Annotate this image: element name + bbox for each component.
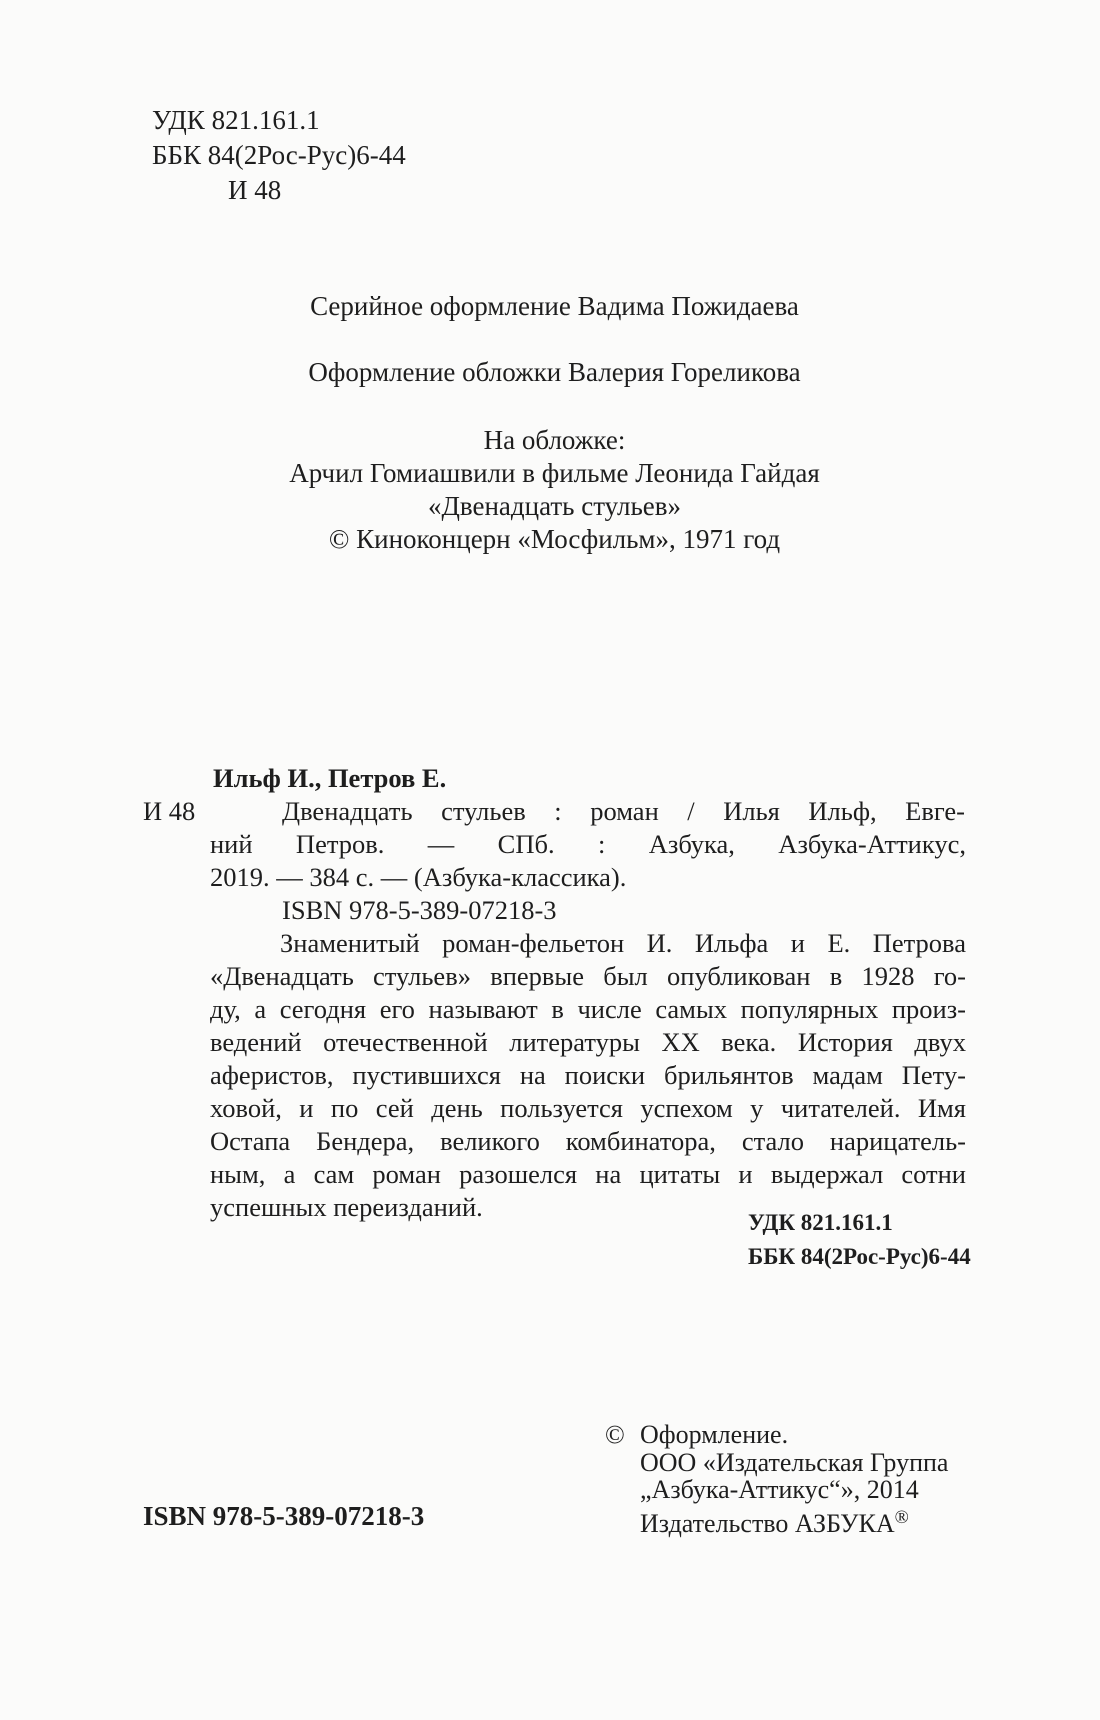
annotation-line: ным, а сам роман разошелся на цитаты и выдержал сотни — [210, 1159, 966, 1189]
series-design-credit: Серийное оформление Вадима Пожидаева — [310, 291, 799, 321]
annotation-line: Знаменитый роман-фельетон И. Ильфа и Е. Петрова — [280, 928, 966, 958]
copyright-icon: © — [605, 1420, 625, 1449]
annotation-line: успешных переизданий. — [210, 1192, 483, 1222]
top-classification-codes — [152, 103, 406, 208]
catalog-line1: Двенадцать стульев : роман / Илья Ильф, Евге- — [282, 796, 965, 826]
annotation-line: «Двенадцать стульев» впервые был опубликован в 1928 го- — [210, 961, 966, 991]
catalog-card — [0, 762, 1100, 927]
cover-note-line1: Арчил Гомиашвили в фильме Леонида Гайдая — [289, 458, 820, 488]
annotation-line: ведений отечественной литературы XX века. История двух — [210, 1027, 966, 1057]
catalog-line1-row — [0, 795, 1100, 828]
udk-code: УДК 821.161.1 — [152, 105, 320, 135]
annotation-paragraph — [210, 927, 966, 1224]
imprint-line1-row — [605, 1421, 948, 1449]
cover-note-heading: На обложке: — [483, 425, 626, 455]
bbk-code: ББК 84(2Рос-Рус)6-44 — [152, 140, 406, 170]
cover-note-line3: © Киноконцерн «Мосфильм», 1971 год — [328, 524, 781, 554]
cover-note-line2: «Двенадцать стульев» — [427, 491, 682, 521]
bottom-classification-codes — [748, 1206, 971, 1274]
imprint-line2: ООО «Издательская Группа — [640, 1447, 949, 1477]
catalog-isbn: ISBN 978-5-389-07218-3 — [282, 895, 557, 925]
annotation-line: Остапа Бендера, великого комбинатора, стало нарицатель- — [210, 1126, 966, 1156]
annotation-line: ховой, и по сей день пользуется успехом у читателей. Имя — [210, 1093, 966, 1123]
bbk-code-bold: ББК 84(2Рос-Рус)6-44 — [748, 1244, 971, 1269]
footer-isbn: ISBN 978-5-389-07218-3 — [143, 1501, 425, 1531]
catalog-index: И 48 — [143, 796, 196, 826]
cover-design-credit: Оформление обложки Валерия Гореликова — [308, 357, 801, 387]
publisher-imprint — [605, 1421, 948, 1537]
imprint-line4: Издательство АЗБУКА — [640, 1508, 895, 1538]
udk-code-bold: УДК 821.161.1 — [748, 1210, 893, 1235]
annotation-line: аферистов, пустившихся на поиски брильянтов мадам Пету- — [210, 1060, 966, 1090]
imprint-line1: Оформление. — [640, 1420, 789, 1449]
catalog-line3: 2019. — 384 с. — (Азбука-классика). — [210, 862, 627, 892]
cover-note — [143, 424, 966, 556]
imprint-line3: „Азбука-Аттикус“», 2014 — [640, 1475, 919, 1504]
catalog-authors: Ильф И., Петров Е. — [213, 763, 447, 793]
catalog-line2: ний Петров. — СПб. : Азбука, Азбука-Аттикус, — [210, 829, 966, 859]
annotation-line: ду, а сегодня его называют в числе самых популярных произ- — [210, 994, 966, 1024]
registered-trademark-icon: ® — [894, 1506, 909, 1528]
imprint-line4-row — [605, 1504, 948, 1538]
author-sign-code: И 48 — [228, 175, 282, 205]
